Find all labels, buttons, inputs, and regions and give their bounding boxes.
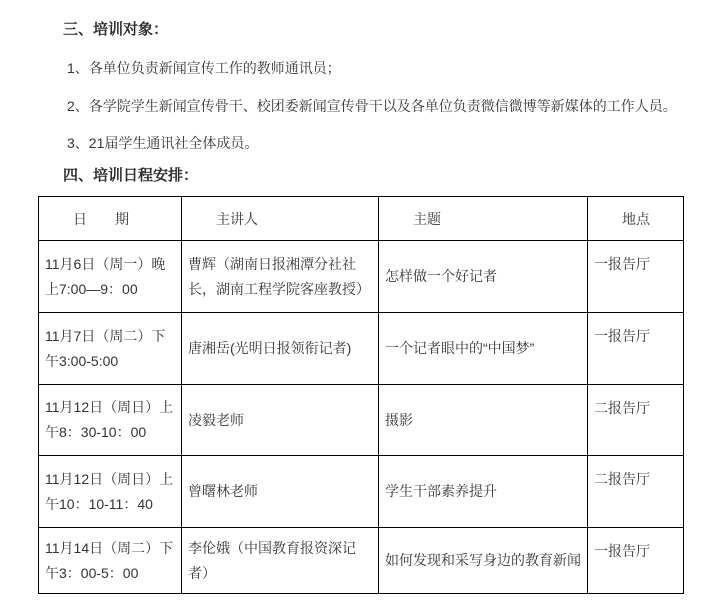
column-header-date: 日 期 (39, 197, 182, 241)
speaker-cell: 曾曙林老师 (182, 456, 379, 528)
date-cell: 11月7日（周二）下午3:00-5:00 (39, 313, 182, 385)
table-row (39, 313, 684, 385)
date-cell: 11月12日（周日）上午10：10-11：40 (39, 456, 182, 528)
table-row (39, 385, 684, 456)
date-cell: 11月6日（周一）晚上7:00—9：00 (39, 241, 182, 313)
topic-cell: 怎样做一个好记者 (379, 241, 588, 313)
schedule-table (38, 196, 684, 594)
section-heading-schedule: 四、培训日程安排： (63, 167, 199, 184)
list-item-2: 2、各学院学生新闻宣传骨干、校团委新闻宣传骨干以及各单位负责微信微博等新媒体的工作人员。 (67, 98, 677, 114)
location-cell: 二报告厅 (588, 456, 684, 528)
list-item-1: 1、各单位负责新闻宣传工作的教师通讯员； (67, 60, 341, 76)
column-header-location: 地点 (588, 197, 684, 241)
location-cell: 二报告厅 (588, 385, 684, 456)
list-item-3: 3、21届学生通讯社全体成员。 (67, 135, 259, 151)
location-cell: 一报告厅 (588, 528, 684, 594)
speaker-cell: 唐湘岳(光明日报领衔记者) (182, 313, 379, 385)
date-cell: 11月12日（周日）上午8：30-10：00 (39, 385, 182, 456)
table-row (39, 456, 684, 528)
speaker-cell: 曹辉（湖南日报湘潭分社社长，湖南工程学院客座教授） (182, 241, 379, 313)
location-cell: 一报告厅 (588, 313, 684, 385)
table-row (39, 528, 684, 594)
schedule-table-head (39, 197, 684, 241)
table-row (39, 241, 684, 313)
section-heading-training-targets: 三、培训对象： (63, 21, 169, 38)
speaker-cell: 李伦娥（中国教育报资深记者） (182, 528, 379, 594)
topic-cell: 学生干部素养提升 (379, 456, 588, 528)
speaker-cell: 凌毅老师 (182, 385, 379, 456)
topic-cell: 一个记者眼中的“中国梦” (379, 313, 588, 385)
table-header-row (39, 197, 684, 241)
schedule-table-body (39, 241, 684, 594)
location-cell: 一报告厅 (588, 241, 684, 313)
column-header-speaker: 主讲人 (182, 197, 379, 241)
topic-cell: 如何发现和采写身边的教育新闻 (379, 528, 588, 594)
column-header-topic: 主题 (379, 197, 588, 241)
topic-cell: 摄影 (379, 385, 588, 456)
date-cell: 11月14日（周二）下午3：00-5：00 (39, 528, 182, 594)
